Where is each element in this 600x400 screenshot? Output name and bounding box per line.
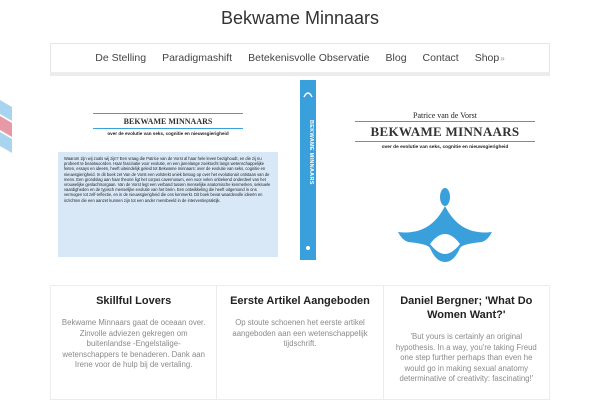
post-card-title[interactable]: Daniel Bergner; 'What Do Women Want?' [400, 295, 533, 321]
nav-item-contact[interactable]: Contact [422, 52, 459, 64]
back-cover-subtitle: over de evolutie van seks, cognitie en nieuwsgierigheid [107, 131, 229, 136]
abstract-figure-logo-icon [390, 184, 500, 264]
post-card[interactable] [50, 285, 216, 400]
main-navigation [50, 43, 550, 76]
front-cover-subtitle: over de evolutie van seks, cognitie en nieuwsgierigheid [381, 145, 509, 150]
floating-share-tabs[interactable] [0, 100, 18, 155]
spine-title: BEKWAME MINNAARS [308, 120, 314, 185]
post-card[interactable] [383, 285, 550, 400]
spine-dot [306, 246, 310, 250]
nav-item-blog[interactable]: Blog [385, 52, 407, 64]
post-card-title[interactable]: Skillful Lovers [96, 295, 172, 307]
post-card-excerpt: Bekwame Minnaars gaat de oceaan over. Zinvolle adviezen gekregen om buitenlandse -Engelstalige- wetenschappers te benaderen. Dank aan Irene voor de hulp bij de vertaling. [61, 318, 206, 369]
front-cover-author: Patrice van de Vorst [413, 111, 477, 120]
post-card-title[interactable]: Eerste Artikel Aangeboden [230, 295, 370, 307]
front-cover-title: BEKWAME MINNAARS [370, 124, 520, 139]
nav-item-shop-label: Shop [474, 52, 500, 64]
back-cover-blurb: Waarom zijn wij zoals wij zijn? Een vraag die Patrice van de Vorst al haar hele leven bezighoudt, en die zij nu probeert te beantwoorden. Haar fascinatie voor evolutie, en een jarenlange zoektocht langs wetenschappelijke feiten, essays en ideeën, heeft uiteindelijk geleid tot Bekwame minnaars: over de evolutie van seks, cognitie en nieuwsgierigheid. In dit boek zet Van de Vorst een volstrekt uniek betoog op over het evolutionair ontstaan van de mens. Een grondslag aan haar theorie ligt het corpus cavernosum, een voor velen onbekend onderdeel van het vrouwelijke geslachtsorgaan. Van de Vorst legt een verband tussen menselijke anatomische kenmerken, seksuele vaardigheden en de typisch menselijke evolutie van het brein. Een ontwikkeling die heeft uitgemond in ons vermogen tot zelf-reflectie, en in de nieuwsgierigheid die ons kenmerkt. Dit boek bevat waardevolle ideeën en inzichten die een aanzet kunnen zijn tot een ander mensbeeld in de interventiepraktijk. [58, 152, 278, 257]
spine-logo-icon [303, 88, 313, 98]
back-cover-title: BEKWAME MINNAARS [93, 113, 243, 129]
nav-item-betekenisvolle-observatie[interactable]: Betekenisvolle Observatie [248, 52, 370, 64]
post-card[interactable] [216, 285, 382, 400]
nav-item-de-stelling[interactable]: De Stelling [95, 52, 147, 64]
book-spine [300, 80, 316, 260]
book-cover-banner [50, 80, 550, 270]
post-card-excerpt: Op stoute schoenen het eerste artikel aangeboden aan een wetenschappelijk tijdschrift. [232, 318, 368, 348]
post-cards [50, 285, 550, 400]
book-front-cover [345, 84, 545, 266]
book-back-cover [58, 84, 278, 266]
site-title[interactable]: Bekwame Minnaars [220, 8, 380, 28]
post-card-excerpt: 'But yours is certainly an original hypothesis. In a way, you're taking Freud one step further perhaps than even he would go in making sexual anatomy determinative of creativity: fascinating!' [395, 332, 537, 383]
chevron-right-icon: » [500, 54, 505, 63]
front-cover-rule-top [355, 121, 535, 122]
front-cover-rule-bottom [355, 141, 535, 142]
nav-item-paradigmashift[interactable]: Paradigmashift [162, 52, 233, 64]
nav-item-shop[interactable] [467, 52, 513, 64]
